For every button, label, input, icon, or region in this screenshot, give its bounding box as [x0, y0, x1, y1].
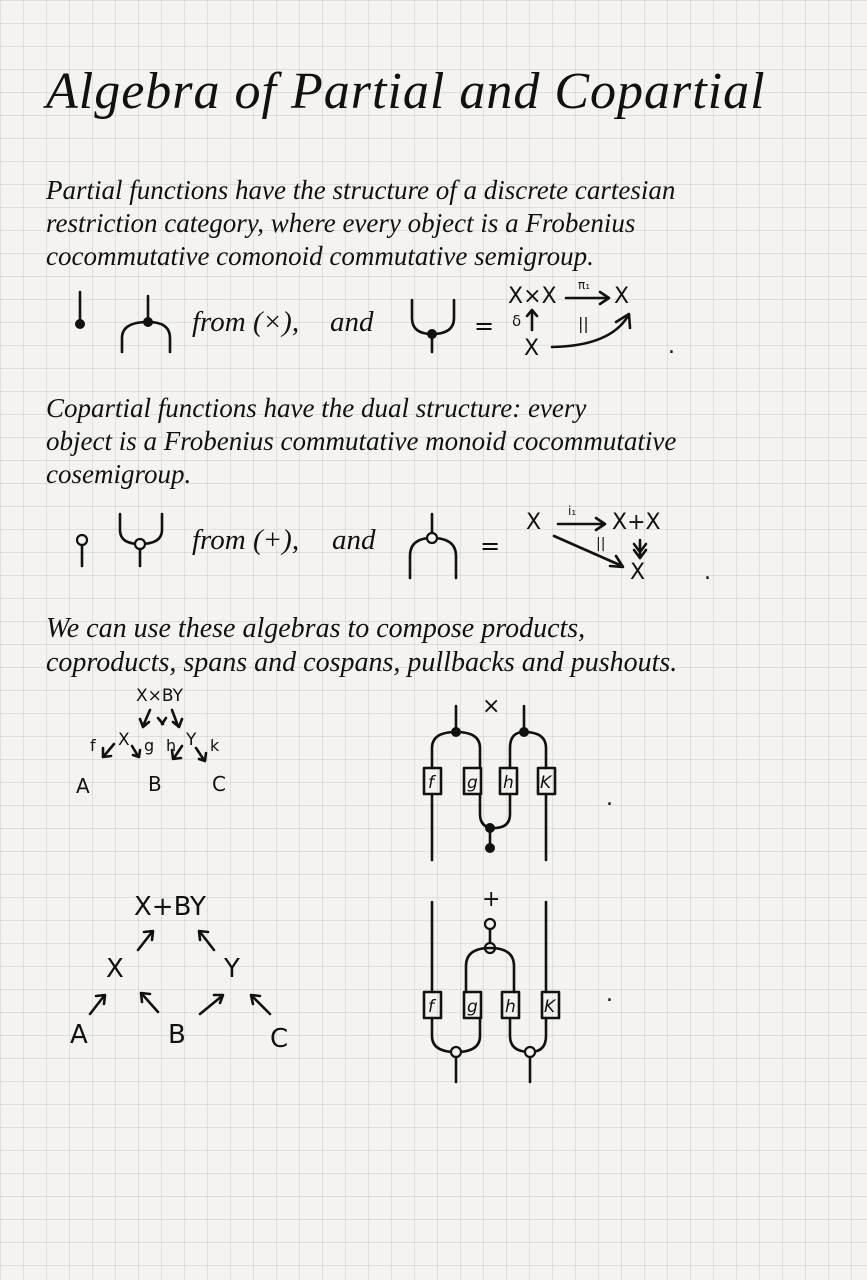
pullback-b: B: [148, 772, 162, 796]
partial-and-text: and: [330, 306, 374, 338]
copartial-from-text: from (+),: [192, 524, 300, 556]
partial-diagram-arrow-label: π₁: [578, 278, 591, 292]
pushout-box-h: h: [505, 997, 516, 1017]
partial-line-3: cocommutative comonoid commutative semigroup.: [46, 241, 594, 271]
pullback-c: C: [212, 772, 226, 796]
pushout-box-g: g: [467, 997, 478, 1017]
partial-diagram-delta: δ: [512, 312, 522, 330]
copartial-diagram-arrow-label: i₁: [568, 504, 577, 518]
copartial-diagram-eq: ||: [596, 536, 606, 552]
compose-line-1: We can use these algebras to compose products,: [46, 613, 586, 644]
partial-line-2: restriction category, where every object is a Frobenius: [46, 208, 636, 238]
pushout-x: X: [106, 954, 124, 984]
pushout-a: A: [70, 1020, 88, 1050]
pushout-string-label: +: [482, 887, 501, 912]
copartial-and-text: and: [332, 524, 376, 556]
pullback-string-label: ×: [482, 694, 501, 719]
pushout-y: Y: [224, 954, 240, 984]
pullback-x: X: [118, 730, 130, 750]
copartial-diagram-bottom: X: [630, 560, 646, 585]
pushout-box-f: f: [428, 997, 434, 1017]
pushout-box-k: K: [544, 997, 556, 1017]
partial-from-text: from (×),: [192, 306, 300, 338]
pullback-h: h: [166, 736, 177, 755]
copartial-line-1: Copartial functions have the dual structure: every: [46, 393, 587, 423]
partial-diagram-eq: ||: [578, 314, 589, 333]
partial-diagram-top-right: X: [614, 284, 630, 309]
partial-equals: =: [474, 312, 495, 340]
pushout-b: B: [168, 1020, 186, 1050]
partial-diagram-top-left: X×X: [508, 284, 557, 309]
copartial-period: .: [704, 560, 711, 585]
compose-line-2: coproducts, spans and cospans, pullbacks and pushouts.: [46, 647, 678, 678]
partial-period: .: [668, 334, 675, 359]
pullback-k: k: [210, 736, 220, 755]
partial-diagram-bottom: X: [524, 336, 540, 361]
pullback-box-f: f: [428, 773, 434, 793]
copartial-equals: =: [480, 532, 501, 560]
pullback-box-h: h: [503, 773, 514, 793]
copartial-diagram-right: X+X: [612, 510, 661, 535]
copartial-line-2: object is a Frobenius commutative monoid cocommutative: [46, 426, 677, 456]
partial-line-1: Partial functions have the structure of a discrete cartesian: [46, 175, 676, 205]
pullback-apex: X×BY: [136, 686, 184, 706]
pullback-f: f: [90, 736, 96, 755]
pushout-apex: X+BY: [134, 892, 206, 922]
copartial-diagram-left: X: [526, 510, 542, 535]
pullback-period: .: [606, 786, 613, 811]
pullback-box-k: K: [540, 773, 552, 793]
page-title: Algebra of Partial and Copartial: [46, 63, 766, 120]
pullback-a: A: [76, 774, 90, 798]
pullback-g: g: [144, 736, 155, 755]
pushout-c: C: [270, 1024, 289, 1054]
pullback-box-g: g: [467, 773, 478, 793]
pushout-period: .: [606, 982, 613, 1007]
copartial-line-3: cosemigroup.: [46, 459, 192, 489]
pullback-y: Y: [186, 730, 197, 750]
